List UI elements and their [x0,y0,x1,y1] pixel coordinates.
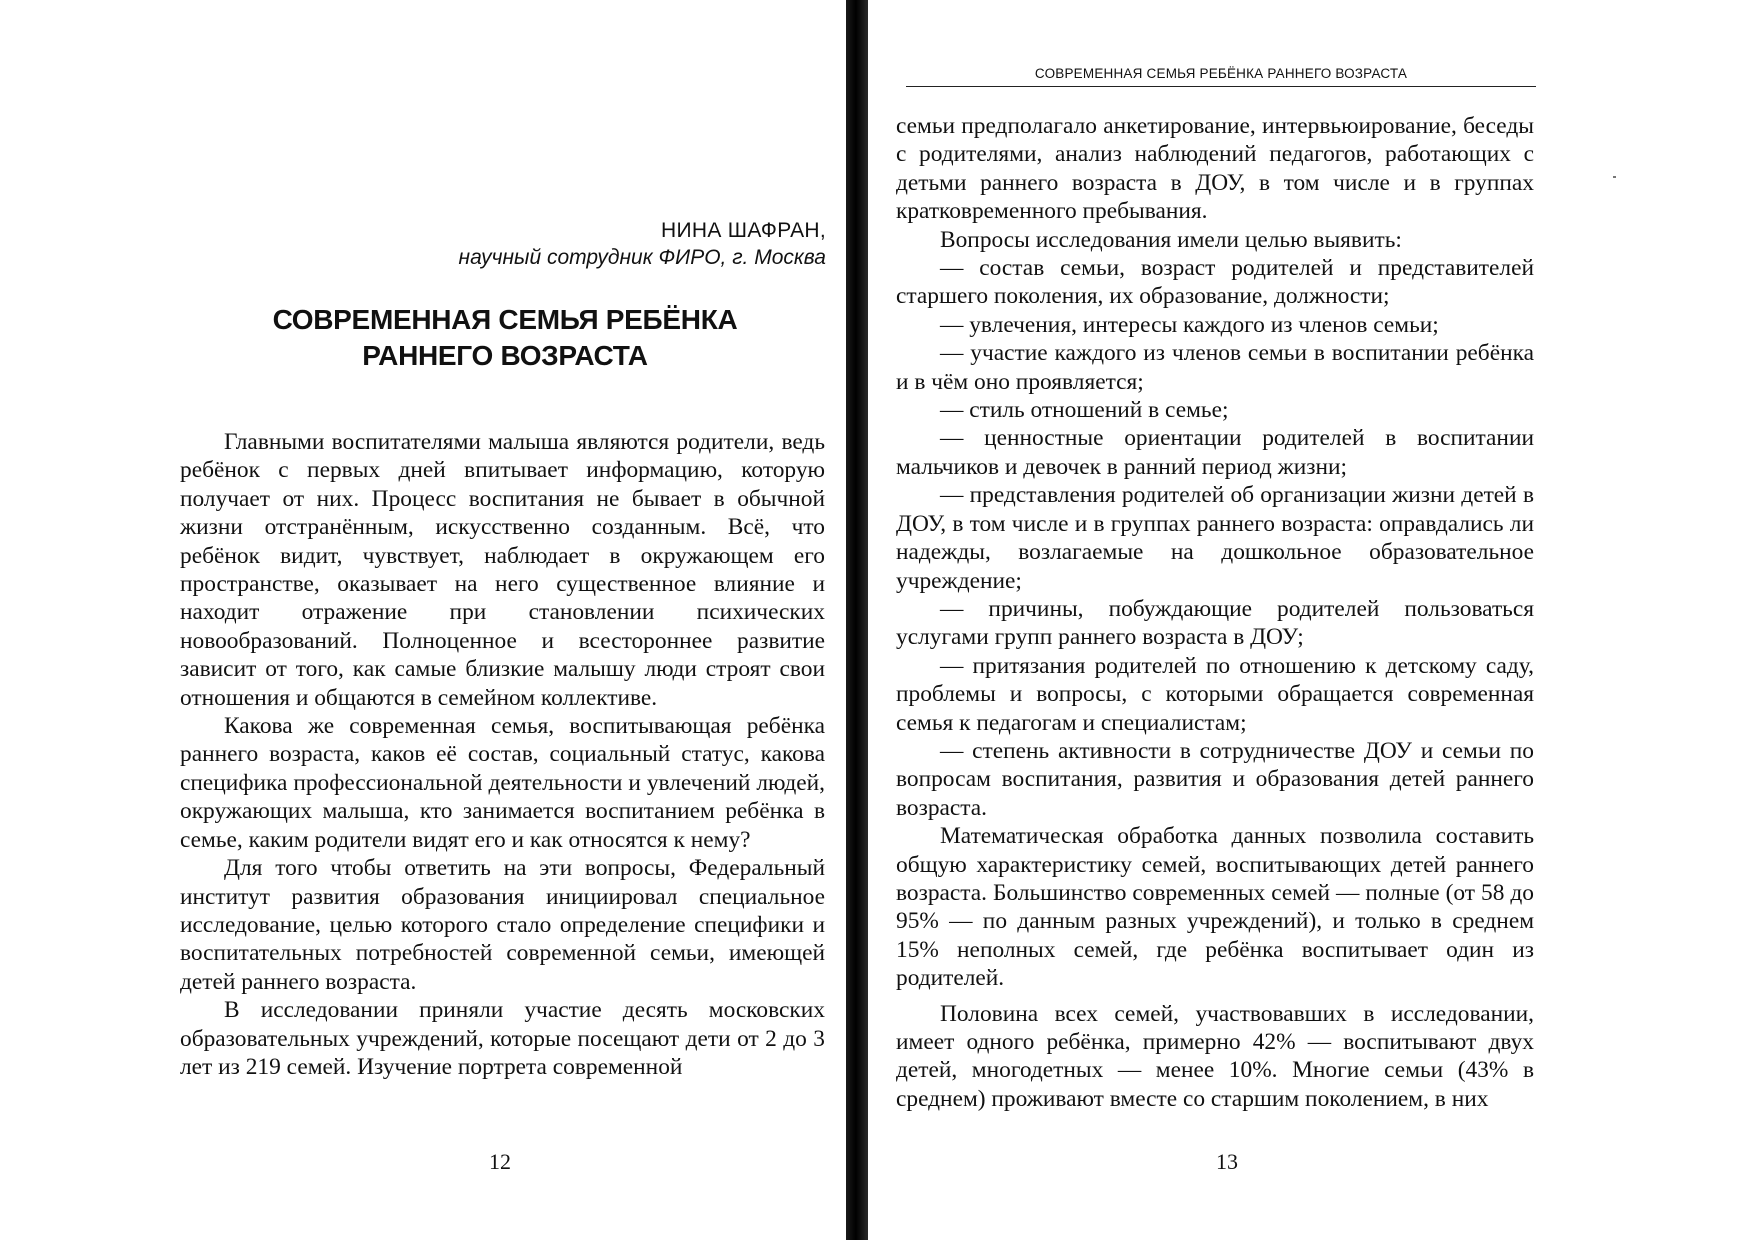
list-item: — стиль отношений в семье; [940,397,1229,424]
paragraph: Главными воспитателями малыша являются родители, ведь ребёнок с первых дней впитывает информацию, которую получает от них. Процесс воспитания не бывает в обычной жизни отстранённым, искусственно созданным. Всё, что ребёнок видит, чувствует, наблюдает в окружающем его пространстве, оказывает на него существенное влияние и находит отражение при становлении психических новообразований. Полноценное и всестороннее развитие зависит от того, как самые близкие малышу люди строят свои отношения и общаются в семейном коллективе. [180,429,825,711]
paragraph: Для того чтобы ответить на эти вопросы, Федеральный институт развития образования инициировал специальное исследование, целью которого стало определение специфики и воспитательных потребностей современной семьи, имеющей детей раннего возраста. [180,855,825,995]
title-line-2: РАННЕГО ВОЗРАСТА [362,340,648,371]
author-position: научный сотрудник ФИРО, г. Москва [458,246,826,269]
list-item: — участие каждого из членов семьи в воспитании ребёнка и в чём оно проявляется; [896,340,1534,395]
paragraph: Какова же современная семья, воспитывающая ребёнка раннего возраста, каков её состав, социальный статус, какова специфика профессиональной деятельности и увлечений людей, окружающих малыша, кто занимается воспитанием ребёнка в семье, каким родители видят его и как относятся к нему? [180,713,825,853]
list-item: — причины, побуждающие родителей пользоваться услугами групп раннего возраста в ДОУ; [896,595,1534,651]
list-item: — ценностные ориентации родителей в воспитании мальчиков и девочек в ранний период жизни; [896,425,1534,480]
scan-speck [1613,176,1616,178]
list-intro: Вопросы исследования имели целью выявить: [940,226,1402,253]
page-number-right: 13 [1216,1149,1238,1174]
continuation-paragraph: семьи предполагало анкетирование, интервьюирование, беседы с родителями, анализ наблюдений педагогов, работающих с детьми раннего возраста в ДОУ, в том числе и в группах кратковременного пребывания. [896,113,1534,225]
page-number-left: 12 [489,1149,511,1174]
article-title [160,302,850,374]
left-page [0,0,846,1240]
list-item: — степень активности в сотрудничестве ДОУ и семьи по вопросам воспитания, развития и образования детей раннего возраста. [896,737,1534,821]
author-name: НИНА ШАФРАН, [661,219,826,242]
book-spine [846,0,868,1240]
right-body-text [896,112,1534,1113]
list-item: — притязания родителей по отношению к детскому саду, проблемы и вопросы, с которыми обращается современная семья к педагогам и специалистам; [896,652,1534,736]
paragraph: Половина всех семей, участвовавших в исследовании, имеет одного ребёнка, примерно 42% — воспитывают двух детей, многодетных — менее 10%. Многие семьи (43% в среднем) проживают вместе со старшим поколением, в них [896,1000,1534,1112]
list-item: — увлечения, интересы каждого из членов семьи; [940,311,1439,338]
title-line-1: СОВРЕМЕННАЯ СЕМЬЯ РЕБЁНКА [272,304,738,335]
paragraph: Математическая обработка данных позволила составить общую характеристику семей, воспитывающих детей раннего возраста. Большинство современных семей — полные (от 58 до 95% — по данным разных учреждений), и только в среднем 15% неполных семей, где ребёнка воспитывает один из родителей. [896,823,1534,992]
paragraph: В исследовании приняли участие десять московских образовательных учреждений, которые посещают дети от 2 до 3 лет из 219 семей. Изучение портрета современной [180,997,825,1080]
list-item: — представления родителей об организации жизни детей в ДОУ, в том числе и в группах раннего возраста: оправдались ли надежды, возлагаемые на дошкольное образовательное учреждение; [896,482,1534,594]
list-item: — состав семьи, возраст родителей и представителей старшего поколения, их образование, должности; [896,255,1534,310]
running-head: СОВРЕМЕННАЯ СЕМЬЯ РЕБЁНКА РАННЕГО ВОЗРАСТА [1034,66,1408,81]
header-rule [906,86,1536,87]
left-body-text [180,428,825,1081]
right-page [868,0,1754,1240]
